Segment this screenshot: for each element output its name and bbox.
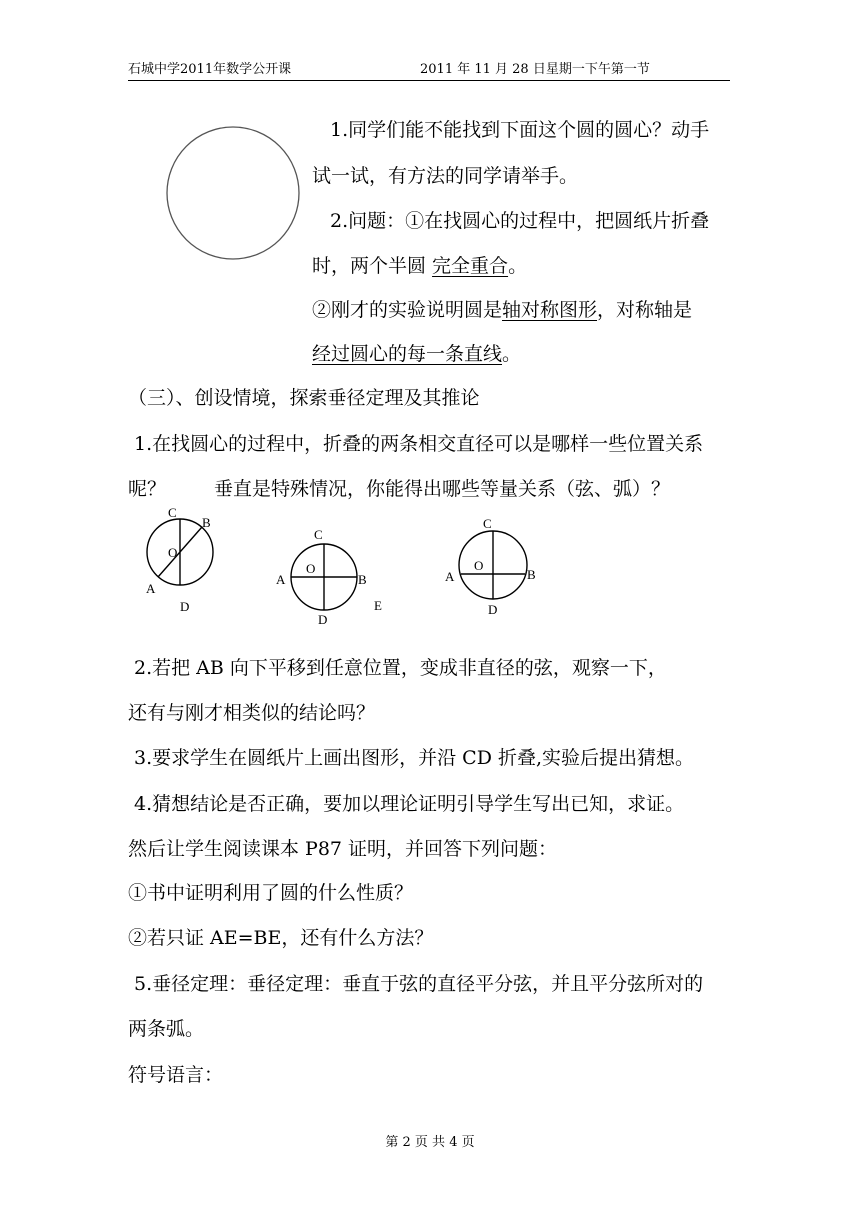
- section-p1-line1: 1.在找圆心的过程中，折叠的两条相交直径可以是哪样一些位置关系: [134, 433, 704, 455]
- answer-fill-diameter-lines: 经过圆心的每一条直线: [312, 343, 503, 365]
- fig1-label-A: A: [146, 581, 156, 596]
- intro-q2-pre: 时，两个半圆: [312, 255, 433, 277]
- figure-oblique-diameters: [146, 505, 213, 614]
- intro-q1-line2: 试一试，有方法的同学请举手。: [312, 165, 579, 187]
- header-rule: [128, 80, 730, 81]
- fig2-label-O: O: [306, 561, 316, 576]
- diagrams-row: [0, 500, 860, 630]
- body-p4-line1: 4.猜想结论是否正确，要加以理论证明引导学生写出已知，求证。: [134, 793, 685, 815]
- intro-q2-line2: [312, 254, 527, 278]
- intro-q3-post: 。: [502, 343, 522, 365]
- fig3-label-C: C: [483, 516, 492, 531]
- fig1-label-D: D: [180, 599, 190, 614]
- intro-q3-pre: ②刚才的实验说明圆是: [312, 299, 503, 321]
- fig1-label-O: O: [168, 545, 178, 560]
- fig3-label-B: B: [527, 567, 536, 582]
- body-question-b: ②若只证 AE=BE，还有什么方法？: [128, 927, 434, 949]
- intro-q2-line1: 2.问题：①在找圆心的过程中，把圆纸片折叠: [330, 210, 710, 232]
- fig1-label-C: C: [168, 505, 177, 520]
- body-p3: 3.要求学生在圆纸片上画出图形，并沿 CD 折叠,实验后提出猜想。: [134, 747, 695, 769]
- figure-diameter-chord: [445, 516, 536, 617]
- body-p4-line2: 然后让学生阅读课本 P87 证明，并回答下列问题：: [128, 838, 558, 860]
- fig2-label-B: B: [358, 572, 367, 587]
- body-p2-line1: 2.若把 AB 向下平移到任意位置，变成非直径的弦，观察一下，: [134, 657, 667, 679]
- answer-fill-axis-symmetric: 轴对称图形: [502, 299, 598, 321]
- section-heading: （三）、创设情境，探索垂径定理及其推论: [128, 387, 480, 409]
- body-p5-line1: 5.垂径定理：垂径定理：垂直于弦的直径平分弦，并且平分弦所对的: [134, 973, 704, 995]
- fig2-label-E: E: [374, 598, 382, 613]
- answer-fill-overlap: 完全重合: [432, 255, 509, 277]
- body-p2-line2: 还有与刚才相类似的结论吗？: [128, 702, 376, 724]
- body-symbol-language: 符号语言：: [128, 1064, 224, 1086]
- section-p1-a: 呢？: [128, 478, 167, 500]
- intro-q2-post: 。: [508, 255, 528, 277]
- fig3-label-O: O: [474, 558, 484, 573]
- fig2-label-D: D: [318, 612, 328, 627]
- body-question-a: ①书中证明利用了圆的什么性质？: [128, 882, 414, 904]
- page-footer: 第 2 页 共 4 页: [385, 1135, 475, 1150]
- fig2-label-C: C: [314, 527, 323, 542]
- intro-q3-line1: [312, 298, 692, 322]
- intro-q3-line2: [312, 342, 521, 366]
- fig3-label-D: D: [488, 602, 498, 617]
- fig3-label-A: A: [445, 569, 455, 584]
- fig2-label-A: A: [276, 572, 286, 587]
- fig1-label-B: B: [202, 515, 211, 530]
- figure-perpendicular-diameters: [276, 527, 382, 627]
- header-left: 石城中学2011年数学公开课: [128, 62, 292, 77]
- intro-q1-line1: 1.同学们能不能找到下面这个圆的圆心？动手: [330, 119, 710, 141]
- section-p1-b: 垂直是特殊情况，你能得出哪些等量关系（弦、弧）？: [214, 478, 671, 500]
- intro-q3-mid: ，对称轴是: [597, 299, 693, 321]
- circle-figure-large: [160, 124, 310, 274]
- body-p5-line2: 两条弧。: [128, 1018, 205, 1040]
- header-right: 2011 年 11 月 28 日星期一下午第一节: [420, 62, 650, 77]
- section-p1-line2: [128, 477, 670, 501]
